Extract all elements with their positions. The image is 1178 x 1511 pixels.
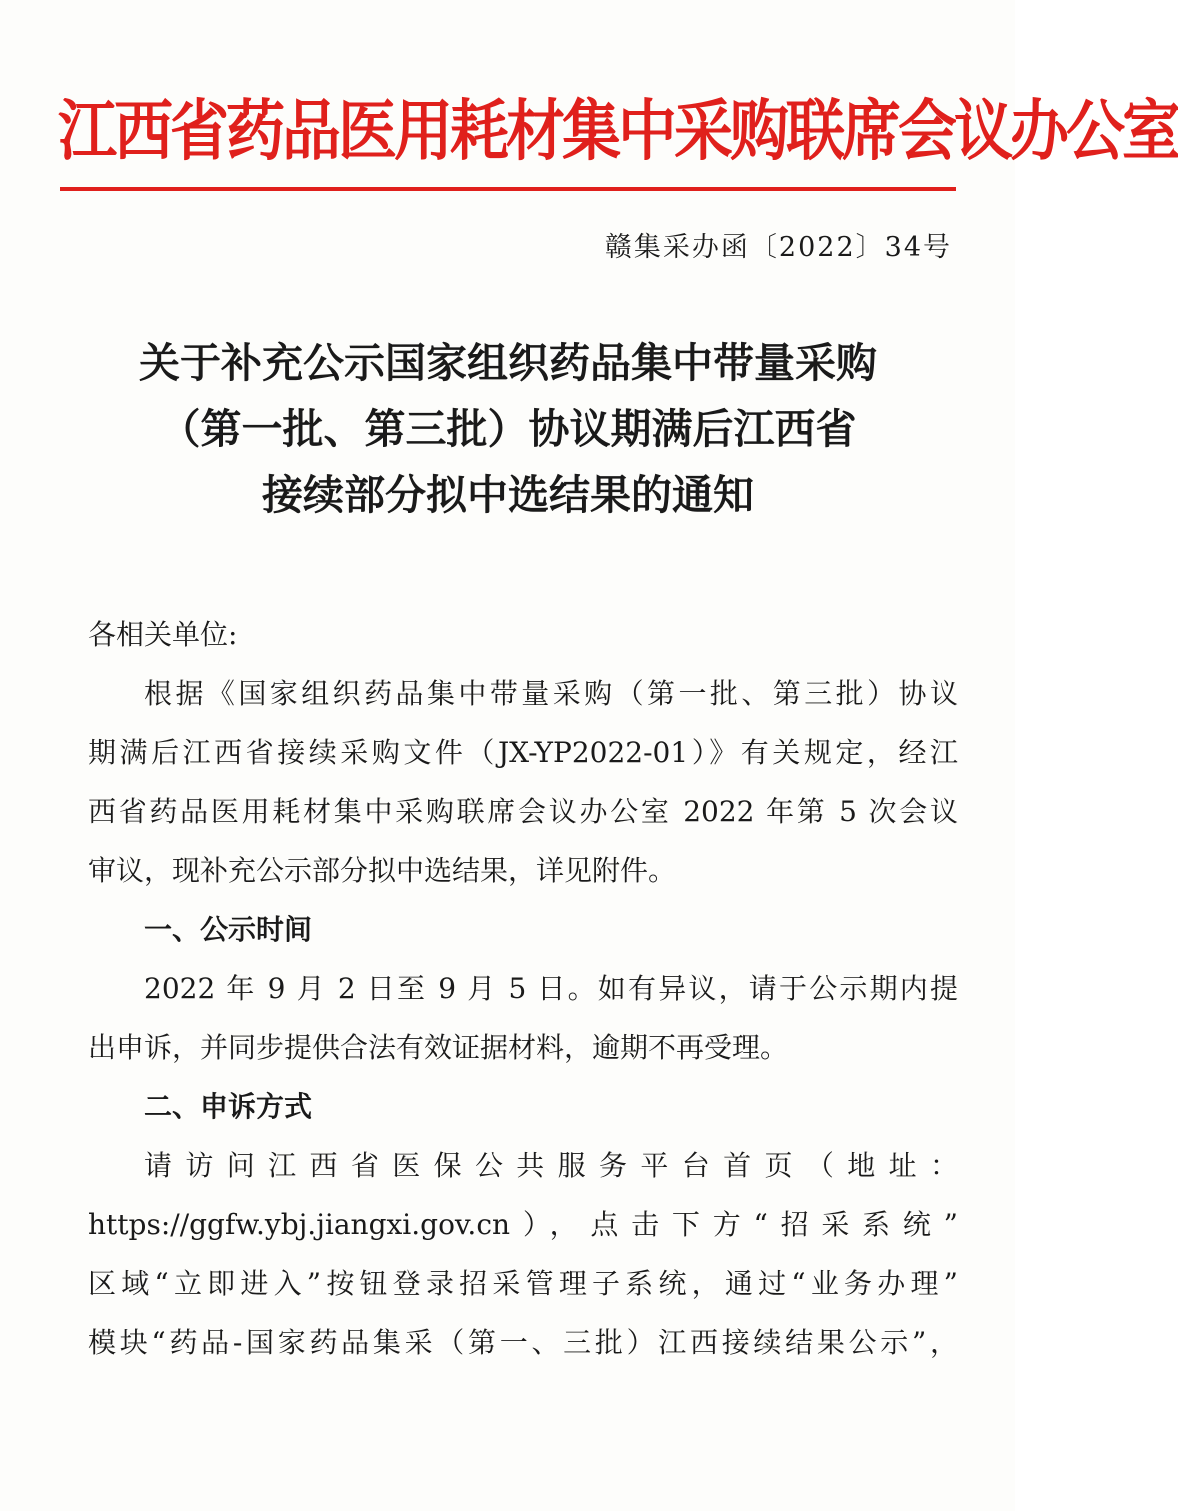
letterhead-organization: 江西省药品医用耗材集中采购联席会议办公室 xyxy=(58,91,1178,170)
paragraph-appeal-method-line-1: 请访问江西省医保公共服务平台首页（地址： xyxy=(144,1149,958,1182)
title-line-1: 关于补充公示国家组织药品集中带量采购 xyxy=(139,339,877,387)
title-line-3: 接续部分拟中选结果的通知 xyxy=(262,471,754,519)
paragraph-basis-line-2: 期满后江西省接续采购文件（JX-YP2022-01）》有关规定，经江 xyxy=(88,736,958,769)
paragraph-publicity-time-line-2: 出申诉，并同步提供合法有效证据材料，逾期不再受理。 xyxy=(88,1031,789,1064)
paragraph-appeal-method xyxy=(88,1136,958,1372)
document-body xyxy=(88,605,958,1372)
section-heading-appeal-method: 二、申诉方式 xyxy=(144,1090,313,1123)
title-line-2: （第一批、第三批）协议期满后江西省 xyxy=(159,405,857,453)
paragraph-basis-line-3: 西省药品医用耗材集中采购联席会议办公室 2022 年第 5 次会议 xyxy=(88,795,958,828)
paragraph-publicity-time-line-1: 2022 年 9 月 2 日至 9 月 5 日。如有异议，请于公示期内提 xyxy=(144,972,958,1005)
paragraph-basis-line-1: 根据《国家组织药品集中带量采购（第一批、第三批）协议 xyxy=(144,677,958,710)
paragraph-basis-line-4: 审议，现补充公示部分拟中选结果，详见附件。 xyxy=(88,854,677,887)
letterhead-red-rule xyxy=(60,187,956,191)
paragraph-appeal-method-line-4: 模块“药品-国家药品集采（第一、三批）江西接续结果公示”， xyxy=(88,1326,958,1359)
document-number: 赣集采办函〔2022〕34号 xyxy=(604,232,952,263)
paragraph-basis xyxy=(88,664,958,900)
paragraph-appeal-method-line-2: https://ggfw.ybj.jiangxi.gov.cn），点击下方“招采系统” xyxy=(88,1208,958,1241)
salutation: 各相关单位: xyxy=(88,618,238,651)
document-title xyxy=(60,330,956,528)
section-heading-publicity-time: 一、公示时间 xyxy=(144,913,313,946)
paragraph-publicity-time xyxy=(88,959,958,1077)
paragraph-appeal-method-line-3: 区域“立即进入”按钮登录招采管理子系统，通过“业务办理” xyxy=(88,1267,958,1300)
